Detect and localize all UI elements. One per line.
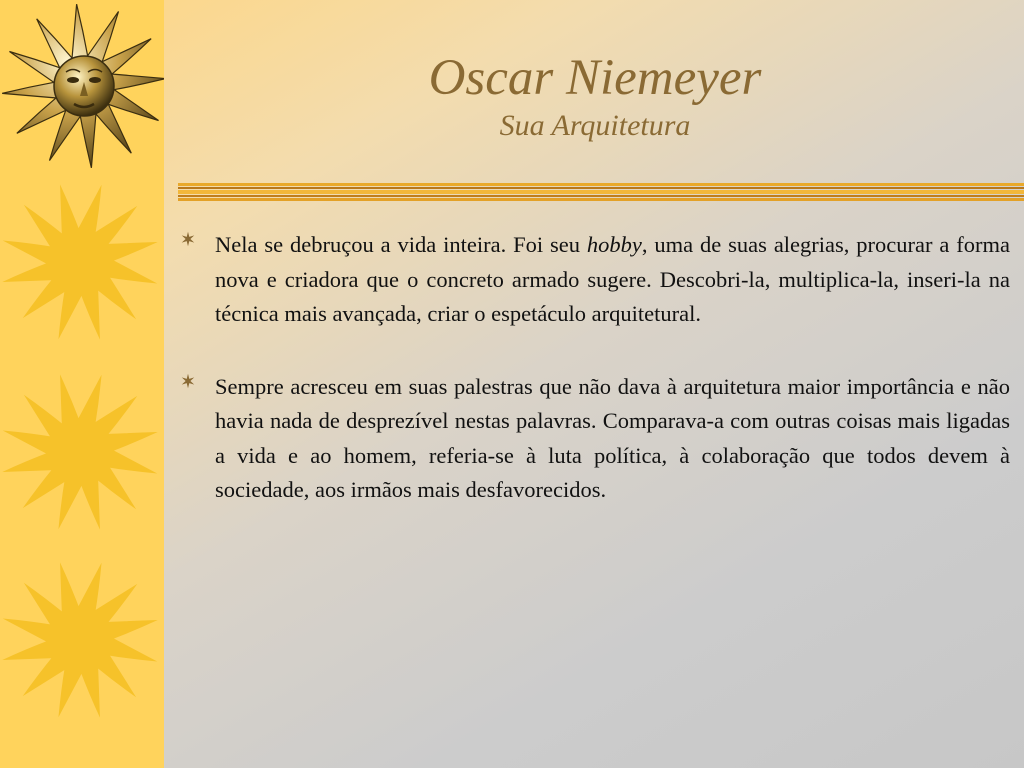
title-block [180, 48, 1010, 144]
sun-icon [2, 184, 157, 339]
star-bullet-icon [180, 231, 196, 247]
bullet-emphasis: hobby [586, 232, 642, 257]
sun-sidebar [0, 0, 164, 768]
bullet-list [180, 228, 1010, 546]
bullet-text [215, 232, 1010, 326]
star-bullet-icon [180, 373, 196, 389]
bullet-text-end: , uma de suas alegrias, procurar a forma nova e criadora que o concreto armado sugere. Descobri-la, multiplica-la, inseri-la na técnica mais avançada, criar o espetáculo arquitetural. [215, 232, 1010, 326]
slide-title: Oscar Niemeyer [428, 50, 762, 106]
sun-pattern [0, 0, 164, 768]
sun-icon [2, 374, 157, 529]
bullet-item [180, 228, 1010, 332]
bullet-text-start: Nela se debruçou a vida inteira. Foi seu [215, 232, 587, 257]
slide-subtitle: Sua Arquitetura [499, 109, 691, 142]
bullet-item [180, 370, 1010, 508]
sun-icon [2, 562, 157, 717]
title-divider-rule [178, 181, 1024, 205]
sun-face-icon [2, 4, 164, 168]
bullet-text: Sempre acresceu em suas palestras que não dava à arquitetura maior importância e não havia nada de desprezível nestas palavras. Comparava-a com outras coisas mais ligadas a vida e ao homem, referia-se à luta política, à colaboração que todos devem à sociedade, aos irmãos mais desfavorecidos. [215, 373, 1010, 502]
